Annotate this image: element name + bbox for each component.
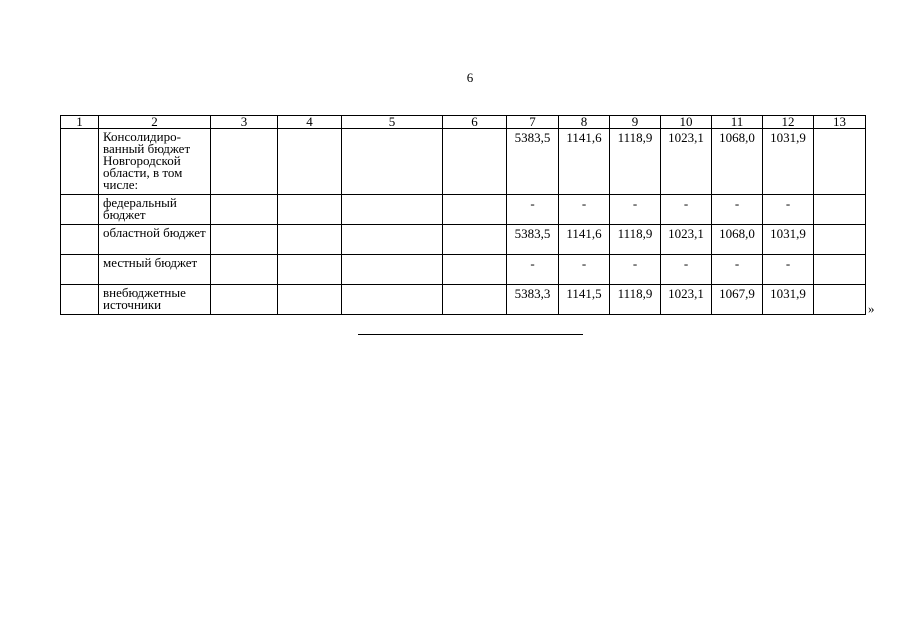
table-cell: 1118,9 bbox=[610, 285, 661, 315]
column-number: 4 bbox=[278, 116, 342, 129]
row-label: федеральный бюджет bbox=[99, 195, 211, 225]
budget-table bbox=[60, 115, 866, 315]
row-label: областной бюджет bbox=[99, 225, 211, 255]
table-cell: 1023,1 bbox=[661, 225, 712, 255]
table-cell: 1068,0 bbox=[712, 225, 763, 255]
column-number: 2 bbox=[99, 116, 211, 129]
column-number: 11 bbox=[712, 116, 763, 129]
table-cell: - bbox=[507, 195, 559, 225]
table-cell: 1141,5 bbox=[559, 285, 610, 315]
table-cell: - bbox=[661, 255, 712, 285]
table-cell: 1031,9 bbox=[763, 129, 814, 195]
column-number: 13 bbox=[814, 116, 866, 129]
table-cell: 1118,9 bbox=[610, 129, 661, 195]
table-cell: 1031,9 bbox=[763, 285, 814, 315]
column-number: 7 bbox=[507, 116, 559, 129]
column-number: 5 bbox=[342, 116, 443, 129]
column-number: 1 bbox=[61, 116, 99, 129]
horizontal-rule bbox=[358, 334, 583, 335]
row-label: внебюджетные источники bbox=[99, 285, 211, 315]
page-number: 6 bbox=[466, 70, 474, 85]
table-cell: 1068,0 bbox=[712, 129, 763, 195]
table-cell: 5383,5 bbox=[507, 225, 559, 255]
table-cell: - bbox=[763, 195, 814, 225]
closing-quote: » bbox=[868, 301, 875, 316]
column-number: 12 bbox=[763, 116, 814, 129]
column-number: 3 bbox=[211, 116, 278, 129]
column-number: 9 bbox=[610, 116, 661, 129]
table-row bbox=[61, 255, 866, 285]
table-cell: - bbox=[610, 255, 661, 285]
row-label: местный бюджет bbox=[99, 255, 211, 285]
table-cell: - bbox=[610, 195, 661, 225]
table-row bbox=[61, 195, 866, 225]
table-row bbox=[61, 225, 866, 255]
table-cell: 1141,6 bbox=[559, 225, 610, 255]
table-row bbox=[61, 285, 866, 315]
table-cell: 5383,3 bbox=[507, 285, 559, 315]
column-number-row bbox=[61, 116, 866, 129]
table-cell: 1141,6 bbox=[559, 129, 610, 195]
table-cell: - bbox=[507, 255, 559, 285]
table-cell: - bbox=[712, 255, 763, 285]
table-cell: - bbox=[661, 195, 712, 225]
table-cell: 5383,5 bbox=[507, 129, 559, 195]
table-cell: 1031,9 bbox=[763, 225, 814, 255]
table-cell: 1023,1 bbox=[661, 129, 712, 195]
row-label: Консолидиро-ванный бюджет Новгородской области, в том числе: bbox=[99, 129, 211, 195]
table-cell: 1067,9 bbox=[712, 285, 763, 315]
table-cell: 1023,1 bbox=[661, 285, 712, 315]
column-number: 6 bbox=[443, 116, 507, 129]
column-number: 8 bbox=[559, 116, 610, 129]
table-row bbox=[61, 129, 866, 195]
table-cell: 1118,9 bbox=[610, 225, 661, 255]
table-cell: - bbox=[763, 255, 814, 285]
table-cell: - bbox=[559, 255, 610, 285]
table-cell: - bbox=[559, 195, 610, 225]
table-cell: - bbox=[712, 195, 763, 225]
column-number: 10 bbox=[661, 116, 712, 129]
